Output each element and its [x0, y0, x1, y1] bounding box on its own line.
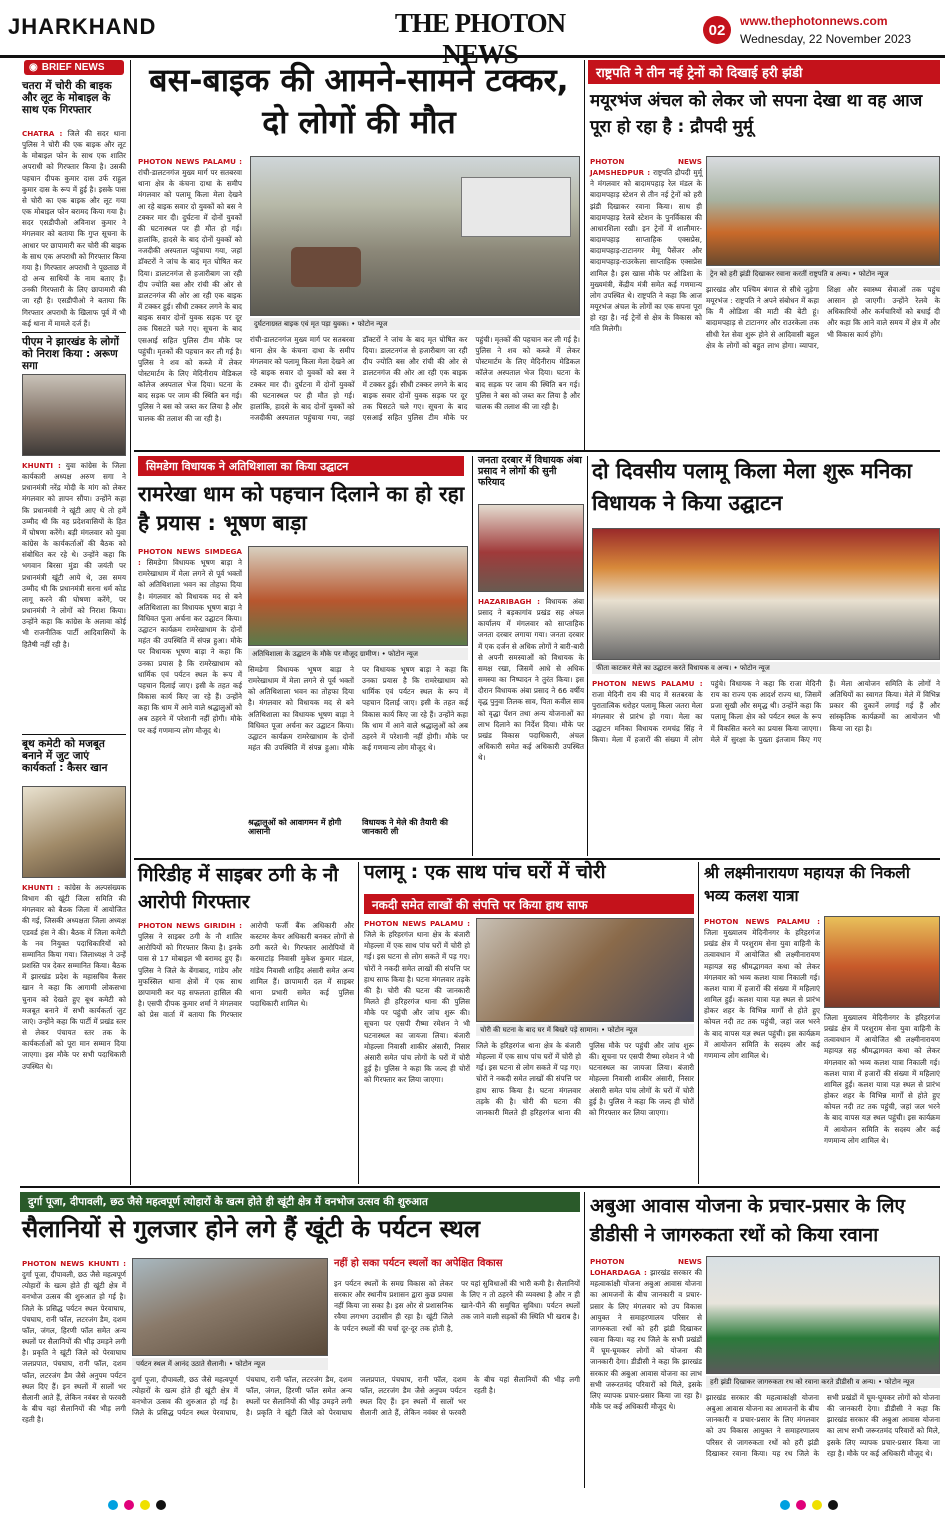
registration-mark — [780, 1500, 790, 1510]
s7-caption: चोरी की घटना के बाद घर में बिखरे पड़े सामान। • फोटोन न्यूज — [476, 1024, 694, 1036]
byline: HAZARIBAGH : — [478, 597, 540, 606]
brief-label-text: BRIEF NEWS — [41, 62, 105, 73]
s10-body-cols — [706, 1392, 940, 1486]
body-text: विधायक अंबा प्रसाद ने बड़कागांव प्रखंड सह अंचल कार्यालय में मंगलवार को साप्ताहिक जनता दरबार लगाया गया। जनता दरबार में एक दर्जन से अधिक लोगों ने बारी-बारी से अपनी समस्याओं को विधायक के समक्ष रखा, जिसमें आधे से अधिक समस्या का निष्पादन ने तुरंत किया। इस दौरान विधायक अंबा प्रसाद ने 66 वर्षीय वृद्ध पुनुवा तिलक साव, पिता कवील साव को वृद्धा पेंशन तथा अन्य योजनाओं का लाभ दिलाने का निर्देश दिया। मौके पर प्रखंड विकास पदाधिकारी, अंचल अधिकारी समेत कई अधिकारी उपस्थित थे। — [478, 597, 584, 763]
byline: KHUNTI : — [22, 461, 61, 470]
column-divider — [130, 60, 131, 1185]
s6-body-cols — [138, 920, 354, 1182]
byline: PHOTON NEWS PALAMU : — [592, 679, 703, 688]
s8-photo — [824, 916, 940, 1008]
s1-photo — [250, 156, 580, 316]
byline: KHUNTI : — [22, 883, 61, 892]
brief-body-3 — [22, 882, 126, 1182]
s9-photo — [132, 1258, 328, 1356]
s1-body-col1 — [138, 156, 242, 446]
s1-caption: दुर्घटनाग्रस्त बाइक एवं मृत पड़ा युवक। • फोटोन न्यूज — [250, 318, 580, 330]
s2-kicker: राष्ट्रपति ने तीन नई ट्रेनों को दिखाई हरी झंडी — [588, 60, 940, 84]
s8-body-col1 — [704, 916, 820, 1182]
registration-mark — [140, 1500, 150, 1510]
masthead: THE PHOTON NEWS — [394, 8, 566, 69]
s10-caption: हरी झंडी दिखाकर जागरुकता रथ को रवाना करते डीडीसी व अन्य। • फोटोन न्यूज — [706, 1376, 940, 1388]
s3-body-cols — [248, 664, 468, 814]
s5-body-cols — [592, 678, 940, 856]
body-text: जिला मुख्यालय मेदिनीनगर के हरिहरगंज प्रखंड क्षेत्र में परशुराम सेना युवा वाहिनी के तत्वावधान में आयोजित श्री लक्ष्मीनारायण महायज्ञ सह श्रीमद्भागवत कथा को लेकर मंगलवार को भव्य कलश यात्रा निकाली गई। कलश यात्रा में हजारों की संख्या में महिलाएं शामिल हुईं। कलश यात्रा यज्ञ स्थल से प्रारंभ होकर शहर के विभिन्न मार्गों से होते हुए कोयल नदी तट तक पहुंची, जहां जल भरने के बाद वापस यज्ञ स्थल पहुंची। इस कार्यक्रम में आयोजन समिति के सदस्य और कई गणमान्य लोग शामिल थे। — [824, 1013, 940, 1145]
byline: PHOTON NEWS LOHARDAGA : — [590, 1257, 702, 1278]
body-text: राष्ट्रपति द्रौपदी मुर्मू ने मंगलवार को बादामपहाड़ रेल मंडल के बादामपहाड़ स्टेशन से तीन नई ट्रेनों को हरी झंडी दिखाकर रवाना किया। साथ ही बादामपहाड़ रेलवे स्टेशन के पुनर्विकास की आधारशिला रखी। इन ट्रेनों में शालीमार-बादामपहाड़ साप्ताहिक एक्सप्रेस, बादामपहाड़-टाटानगर मेमू पैसेंजर और बादामपहाड़-राउरकेला साप्ताहिक एक्सप्रेस शामिल है। इस खास मौके पर ओडिशा के मुख्यमंत्री, केंद्रीय मंत्री समेत कई गणमान्य लोग उपस्थित थे। राष्ट्रपति ने कहा कि आज मयूरभंज अंचल के लोगों का एक सपना पूरा हो रहा है। नई ट्रेनों से क्षेत्र के विकास को गति मिलेगी। — [590, 168, 702, 334]
s9-subhead: नहीं हो सका पर्यटन स्थलों का अपेक्षित विकास — [334, 1258, 503, 1269]
s8-headline: श्री लक्ष्मीनारायण महायज्ञ की निकली भव्य कलश यात्रा — [704, 864, 910, 906]
body-text: झारखंड और पश्चिम बंगाल से सीधे जुड़ेगा मयूरभंज : राष्ट्रपति ने अपने संबोधन में कहा कि मैं ओडिशा की माटी की बेटी हूं। बादामपहाड़ से टाटानगर और राउरकेला तक सीधी रेल सेवा शुरू होने से आदिवासी बहुल क्षेत्र के लोगों को बहुत लाभ होगा। व्यापार, शिक्षा और स्वास्थ्य सेवाओं तक पहुंच आसान हो जाएगी। उन्होंने रेलवे के अधिकारियों और कर्मचारियों को बधाई दी और कहा कि आने वाले समय में क्षेत्र में और भी विकास कार्य होंगे। — [706, 285, 940, 350]
registration-mark — [156, 1500, 166, 1510]
website-link[interactable]: www.thephotonnews.com — [740, 14, 888, 28]
s9-caption: पर्यटन स्थल में आनंद उठाते सैलानी। • फोटोन न्यूज — [132, 1358, 328, 1370]
page-number-badge: 02 — [703, 16, 731, 44]
s10-body-col1 — [590, 1256, 702, 1486]
body-text: रांची-डालटनगंज मुख्य मार्ग पर सतबरवा थाना क्षेत्र के कंचना दाथा के समीप मंगलवार को पलामू किला मेला देखने आ रहे बाइक सवार दो युवकों को बस ने टक्कर मार दी। दुर्घटना में दोनों युवकों की घटनास्थल पर ही मौत हो गई। हालांकि, हादसे के बाद दोनों युवकों को नजदीकी अस्पताल पहुंचाया गया, जहां डॉक्टरों ने जांच के बाद मृत घोषित कर दिया। डालटनगंज से हजारीबाग जा रही दीप ज्योति बस और रांची की ओर से डालटनगंज की ओर आ रही एक बाइक में टक्कर हुई। सीधी टक्कर लगने के बाद बाइक सवार दोनों युवक सड़क पर दूर तक घिसटते चले गए। सूचना के बाद एसआई सहित पुलिस टीम मौके पर पहुंची। मृतकों की पहचान कर ली गई है। पुलिस ने शव को कब्जे में लेकर पोस्टमार्टम के लिए मेदिनीराय मेडिकल कॉलेज अस्पताल भेज दिया। घटना के बाद सड़क पर जाम की स्थिति बन गई। पुलिस ने बस को जब्त कर लिया है और चालक की तलाश की जा रही है। — [138, 168, 242, 423]
s3-subhead-1: श्रद्धालुओं को आवागमन में होगी आसानी — [248, 818, 342, 837]
brief-body-2 — [22, 460, 126, 730]
s6-headline: गिरिडीह में साइबर ठगी के नौ आरोपी गिरफ्तार — [138, 864, 339, 913]
s9-body-col1 — [22, 1258, 126, 1486]
s5-photo — [592, 528, 940, 660]
issue-date: Wednesday, 22 November 2023 — [740, 32, 911, 46]
column-divider — [472, 456, 473, 856]
s10-photo — [706, 1256, 940, 1374]
s4-body — [478, 596, 584, 856]
s2-headline: मयूरभंज अंचल को लेकर जो सपना देखा था वह आज पूरा हो रहा है : द्रौपदी मुर्मू — [590, 91, 923, 138]
bus-shape — [461, 177, 571, 237]
s1-body-cols — [250, 334, 580, 446]
row-divider — [20, 1186, 940, 1188]
body-text: राजा मेदिनी राय की याद में सतबरवा के पुरातात्विक धरोहर पलामू किला जतरा मेला मंगलवार से प्रारंभ हो गया। मेला का उद्घाटन मनिका विधायक रामचंद्र सिंह ने किया। मेला में हजारों की संख्या में लोग पहुंचे। विधायक ने कहा कि राजा मेदिनी राय का राज्य एक आदर्श राज्य था, जिसमें प्रजा सुखी और समृद्ध थी। उन्होंने कहा कि पलामू किला क्षेत्र को पर्यटन स्थल के रूप में विकसित करने का प्रयास किया जाएगा। मेले में सुरक्षा के पुख्ता इंतजाम किए गए हैं। मेला आयोजन समिति के लोगों ने अतिथियों का स्वागत किया। मेले में विभिन्न प्रकार की दुकानें लगाई गई हैं और सांस्कृतिक कार्यक्रमों का आयोजन भी किया जा रहा है। — [592, 679, 940, 744]
brief-headline-3: बूथ कमेटी को मजबूत बनाने में जुट जाएं कार्यकर्ता : कैसर खान — [22, 738, 108, 775]
s9-headline: सैलानियों से गुलजार होने लगे हैं खूंटी के पर्यटन स्थल — [22, 1215, 481, 1243]
byline: CHATRA : — [22, 129, 63, 138]
registration-mark — [812, 1500, 822, 1510]
s7-subhead: नकदी समेत लाखों की संपत्ति पर किया हाथ साफ — [364, 894, 694, 914]
divider — [22, 734, 126, 735]
s5-caption: फीता काटकर मेले का उद्घाटन करते विधायक व अन्य। • फोटोन न्यूज — [592, 662, 940, 674]
divider — [22, 332, 126, 333]
column-divider — [698, 862, 699, 1184]
body-text: झारखंड सरकार की महत्वाकांक्षी योजना अबुआ आवास योजना का आमजनों के बीच जानकारी व प्रचार-प्रसार के लिए मंगलवार को उप विकास आयुक्त ने समाहरणालय परिसर से जागरुकता रथों को हरी झंडी दिखाकर रवाना किया। यह रथ जिले के सभी प्रखंडों में घूम-घूमकर लोगों को योजना की जानकारी देगा। डीडीसी ने कहा कि झारखंड सरकार की अबुआ आवास योजना का लाभ सभी जरूरतमंद परिवारों को मिले, इसके लिए व्यापक प्रचार-प्रसार किया जा रहा है। मौके पर कई अधिकारी मौजूद थे। — [706, 1393, 940, 1458]
section-state: JHARKHAND — [8, 14, 157, 39]
body-text: कांग्रेस के अल्पसंख्यक विभाग की खूंटी जिला समिति की मंगलवार को बैठक जिला में आयोजित की गई, जिसकी अध्यक्षता जिला अध्यक्ष एडवर्ड हंस ने की। बैठक में जिला कमेटी के नव नियुक्त पदाधिकारियों को सम्मानित किया गया। जिलाध्यक्ष ने उन्हें प्रशस्ति पत्र देकर सम्मानित किया। बैठक में झारखंड प्रदेश के महासचिव कैसर खान ने कहा कि आगामी लोकसभा चुनाव को देखते हुए बूथ कमेटी को मजबूत बनाने में सभी कार्यकर्ता जुट जाएं। उन्होंने कहा कि पार्टी में प्रखंड स्तर से लेकर पंचायत स्तर तक के कार्यकर्ताओं को पूरा मान सम्मान दिया जाएगा। इस मौके पर सभी पदाधिकारी उपस्थित थे। — [22, 883, 127, 1071]
s2-body-col1 — [590, 156, 702, 446]
brief-body-1 — [22, 128, 126, 328]
body-text: दुर्गा पूजा, दीपावली, छठ जैसे महत्वपूर्ण त्योहारों के खत्म होते ही खूंटी क्षेत्र में वनभोज उत्सव की शुरुआत हो गई है। जिले के प्रसिद्ध पर्यटन स्थल पेरवाघाघ, पंचघाघ, रानी फॉल, लटरजंग डैम, दशम फॉल, जंगल, हिरणी फॉल समेत अन्य स्थलों पर सैलानियों की भीड़ उमड़ने लगी है। प्रकृति ने खूंटी जिले को पेरवाघाघ जलप्रपात, पंचघाघ, रानी फॉल, दशम फॉल, लटरजंग डैम जैसे अनुपम पर्यटन स्थल दिए हैं। इन स्थलों में सालों भर सैलानी आते हैं, लेकिन नवंबर से फरवरी के बीच यहां सैलानियों की भीड़ लगी रहती है। — [22, 1270, 126, 1425]
column-divider — [587, 456, 588, 856]
body-text: पुलिस ने साइबर ठगी के नौ शातिर आरोपियों को गिरफ्तार किया है। इनके पास से 17 मोबाइल भी बरामद हुए हैं। पुलिस ने जिले के बेंगाबाद, गांडेय और मुफस्सिल थाना क्षेत्रों में एक साथ छापामारी कर यह सफलता हासिल की है। एसपी दीपक कुमार शर्मा ने मंगलवार को प्रेस वार्ता में बताया कि गिरफ्तार आरोपी फर्जी बैंक अधिकारी और कस्टमर केयर अधिकारी बनकर लोगों से ठगी करते थे। गिरफ्तार आरोपियों में करमाटांड़ निवासी मुकेश कुमार मंडल, गांडेय निवासी शाहिद अंसारी समेत अन्य शामिल हैं। छापामारी दल में साइबर थाना प्रभारी समेत कई पुलिस पदाधिकारी शामिल थे। — [138, 921, 354, 1020]
byline: PHOTON NEWS JAMSHEDPUR : — [590, 157, 702, 178]
brief-headline-2: पीएम ने झारखंड के लोगों को निराश किया : अरूण सगा — [22, 336, 119, 373]
byline: PHOTON NEWS PALAMU : — [704, 917, 820, 926]
byline: PHOTON NEWS KHUNTI : — [22, 1259, 126, 1268]
s2-photo — [706, 156, 940, 266]
s2-body-col2 — [706, 284, 940, 446]
body-text: रांची-डालटनगंज मुख्य मार्ग पर सतबरवा थाना क्षेत्र के कंचना दाथा के समीप मंगलवार को पलामू किला मेला देखने आ रहे बाइक सवार दो युवकों को बस ने टक्कर मार दी। दुर्घटना में दोनों युवकों की घटनास्थल पर ही मौत हो गई। हालांकि, हादसे के बाद दोनों युवकों को नजदीकी अस्पताल पहुंचाया गया, जहां डॉक्टरों ने जांच के बाद मृत घोषित कर दिया। डालटनगंज से हजारीबाग जा रही दीप ज्योति बस और रांची की ओर से डालटनगंज की ओर आ रही एक बाइक में टक्कर हुई। सीधी टक्कर लगने के बाद बाइक सवार दोनों युवक सड़क पर दूर तक घिसटते चले गए। सूचना के बाद एसआई सहित पुलिस टीम मौके पर पहुंची। मृतकों की पहचान कर ली गई है। पुलिस ने शव को कब्जे में लेकर पोस्टमार्टम के लिए मेदिनीराय मेडिकल कॉलेज अस्पताल भेज दिया। घटना के बाद सड़क पर जाम की स्थिति बन गई। पुलिस ने बस को जब्त कर लिया है और चालक की तलाश की जा रही है। — [250, 335, 580, 423]
s1-headline: बस-बाइक की आमने-सामने टक्कर, दो लोगों की मौत — [149, 61, 569, 141]
byline: PHOTON NEWS PALAMU : — [364, 919, 470, 928]
body-text: जिला मुख्यालय मेदिनीनगर के हरिहरगंज प्रखंड क्षेत्र में परशुराम सेना युवा वाहिनी के तत्वावधान में आयोजित श्री लक्ष्मीनारायण महायज्ञ सह श्रीमद्भागवत कथा को लेकर मंगलवार को भव्य कलश यात्रा निकाली गई। कलश यात्रा में हजारों की संख्या में महिलाएं शामिल हुईं। कलश यात्रा यज्ञ स्थल से प्रारंभ होकर शहर के विभिन्न मार्गों से होते हुए कोयल नदी तट तक पहुंची, जहां जल भरने के बाद वापस यज्ञ स्थल पहुंची। इस कार्यक्रम में आयोजन समिति के सदस्य और कई गणमान्य लोग शामिल थे। — [704, 928, 820, 1060]
registration-mark — [828, 1500, 838, 1510]
brief-photo-1 — [22, 374, 126, 456]
s4-photo — [478, 504, 584, 592]
byline: PHOTON NEWS PALAMU : — [138, 157, 242, 166]
crowd-shape — [291, 247, 361, 287]
s5-headline: दो दिवसीय पलामू किला मेला शुरू मनिका विधायक ने किया उद्घाटन — [592, 459, 912, 515]
row-divider — [134, 858, 940, 860]
s3-headline: रामरेखा धाम को पहचान दिलाने का हो रहा है प्रयास : भूषण बाड़ा — [138, 482, 465, 536]
s3-body-col1 — [138, 546, 242, 856]
s8-body-col2 — [824, 1012, 940, 1182]
body-text: इन पर्यटन स्थलों के समग्र विकास को लेकर सरकार और स्थानीय प्रशासन द्वारा कुछ प्रयास नहीं किया जा सका है। इस ओर से प्रशासनिक रवैया लगभग उदासीन ही रहा है। खूंटी जिले के पर्यटन स्थलों की चर्चा दूर-दूर तक होती है, पर यहां सुविधाओं की भारी कमी है। सैलानियों के लिए न तो ठहरने की व्यवस्था है और न ही खाने-पीने की समुचित सुविधा। पर्यटन स्थलों तक जाने वाली सड़कों की स्थिति भी खराब है। — [334, 1279, 580, 1333]
body-text: युवा कांग्रेस के जिला कार्यकारी अध्यक्ष अरुण सगा ने प्रधानमंत्री नरेंद्र मोदी के मांग को लेकर मंगलवार को ज्ञापन सौंपा। उन्होंने कहा कि प्रधानमंत्री ने खूंटी आए थे तो हमें उम्मीद थी कि वह प्रदेशवासियों के हित में घोषणा करेंगे। बड़ी मंगलवार को युवा कांग्रेस के कार्यकर्ताओं की बैठक को संबोधित कर रहे थे। उन्होंने कहा कि भगवान बिरसा मुंडा की जयंती पर प्रधानमंत्री खूंटी आये थे, उस समय उम्मीद थी कि प्रधानमंत्री सरना धर्म कोड लागू करने की घोषणा करेंगे, पर प्रधानमंत्री ने लोगों को निराश किया। उन्होंने कहा कि कांग्रेस के अलावा कोई भी राजनीतिक पार्टी आदिवासियों के हितैषी नहीं रही है। — [22, 461, 127, 649]
registration-mark — [124, 1500, 134, 1510]
row-divider — [134, 450, 940, 452]
brief-headline-1: चतरा में चोरी की बाइक और लूट के मोबाइल के साथ एक गिरफ्तार — [22, 80, 112, 117]
body-text: दुर्गा पूजा, दीपावली, छठ जैसे महत्वपूर्ण त्योहारों के खत्म होते ही खूंटी क्षेत्र में वनभोज उत्सव की शुरुआत हो गई है। जिले के प्रसिद्ध पर्यटन स्थल पेरवाघाघ, पंचघाघ, रानी फॉल, लटरजंग डैम, दशम फॉल, जंगल, हिरणी फॉल समेत अन्य स्थलों पर सैलानियों की भीड़ उमड़ने लगी है। प्रकृति ने खूंटी जिले को पेरवाघाघ जलप्रपात, पंचघाघ, रानी फॉल, दशम फॉल, लटरजंग डैम जैसे अनुपम पर्यटन स्थल दिए हैं। इन स्थलों में सालों भर सैलानी आते हैं, लेकिन नवंबर से फरवरी के बीच यहां सैलानियों की भीड़ लगी रहती है। — [132, 1375, 580, 1418]
body-text: झारखंड सरकार की महत्वाकांक्षी योजना अबुआ आवास योजना का आमजनों के बीच जानकारी व प्रचार-प्रसार के लिए मंगलवार को उप विकास आयुक्त ने समाहरणालय परिसर से जागरुकता रथों को हरी झंडी दिखाकर रवाना किया। यह रथ जिले के सभी प्रखंडों में घूम-घूमकर लोगों को योजना की जानकारी देगा। डीडीसी ने कहा कि झारखंड सरकार की अबुआ आवास योजना का लाभ सभी जरूरतमंद परिवारों को मिले, इसके लिए व्यापक प्रचार-प्रसार किया जा रहा है। मौके पर कई अधिकारी मौजूद थे। — [590, 1268, 702, 1412]
s9-body-cols — [132, 1374, 580, 1486]
brief-photo-2 — [22, 786, 126, 878]
bullet-icon: ◉ — [29, 62, 38, 73]
s2-caption: ट्रेन को हरी झंडी दिखाकर रवाना करतीं राष्ट्रपति व अन्य। • फोटोन न्यूज — [706, 268, 940, 280]
byline: PHOTON NEWS SIMDEGA : — [138, 547, 242, 568]
column-divider — [358, 862, 359, 1184]
body-text: सिमडेगा विधायक भूषण बाड़ा ने रामरेखाधाम में मेला लगने से पूर्व भक्तों को अतिथिशाला भवन का तोहफा दिया है। मंगलवार को विधायक मद से बने अतिथिशाला का विधायक भूषण बाड़ा ने विधिवत पूजा अर्चना कर उद्घाटन किया। उद्घाटन कार्यक्रम रामरेखाधाम के दोनों महंत की उपस्थिति में संपन्न हुआ। मौके पर विधायक भूषण बाड़ा ने कहा कि उनका प्रयास है कि रामरेखाधाम को धार्मिक एवं पर्यटन स्थल के रूप में पहचान दिलाई जाए। इसी के तहत कई विकास कार्य किए जा रहे हैं। उन्होंने कहा कि धाम में आने वाले श्रद्धालुओं को अब ठहरने में परेशानी नहीं होगी। मौके पर कई गणमान्य लोग मौजूद थे। — [248, 665, 468, 753]
column-divider — [584, 1192, 585, 1488]
s3-subhead-2: विधायक ने मेले की तैयारी की जानकारी ली — [362, 818, 448, 837]
column-divider — [584, 60, 585, 450]
body-text: जिले के हरिहरगंज थाना क्षेत्र के बंजारी मोहल्ला में एक साथ पांच घरों में चोरी हो गई। इस घटना से लोग सकते में पड़ गए। चोरों ने नकदी समेत लाखों की संपत्ति पर हाथ साफ किया है। घटना मंगलवार तड़के की है। चोरी की घटना की जानकारी मिलते ही हरिहरगंज थाना की पुलिस मौके पर पहुंची और जांच शुरू की। सूचना पर एसपी रीष्मा रमेशन ने भी घटनास्थल का जायजा लिया। बंजारी मोहल्ला निवासी शाकीर अंसारी, निसार अंसारी समेत पांच लोगों के घरों में चोरी हुई है। पुलिस ने कहा कि जल्द ही चोरों को गिरफ्तार कर लिया जाएगा। — [476, 1041, 694, 1117]
s7-photo — [476, 918, 694, 1022]
body-text: सिमडेगा विधायक भूषण बाड़ा ने रामरेखाधाम में मेला लगने से पूर्व भक्तों को अतिथिशाला भवन का तोहफा दिया है। मंगलवार को विधायक मद से बने अतिथिशाला का विधायक भूषण बाड़ा ने विधिवत पूजा अर्चना कर उद्घाटन किया। उद्घाटन कार्यक्रम रामरेखाधाम के दोनों महंत की उपस्थिति में संपन्न हुआ। मौके पर विधायक भूषण बाड़ा ने कहा कि उनका प्रयास है कि रामरेखाधाम को धार्मिक एवं पर्यटन स्थल के रूप में पहचान दिलाई जाए। इसी के तहत कई विकास कार्य किए जा रहे हैं। उन्होंने कहा कि धाम में आने वाले श्रद्धालुओं को अब ठहरने में परेशानी नहीं होगी। मौके पर कई गणमान्य लोग मौजूद थे। — [138, 558, 242, 735]
s3-kicker: सिमडेगा विधायक ने अतिथिशाला का किया उद्घाटन — [138, 456, 464, 476]
s7-body-col1 — [364, 918, 470, 1182]
s3-photo — [248, 546, 468, 646]
s4-headline: जनता दरबार में विधायक अंबा प्रसाद ने लोगों की सुनी फरियाद — [478, 455, 582, 488]
s10-headline: अबुआ आवास योजना के प्रचार-प्रसार के लिए डीडीसी ने जागरुकता रथों को किया रवाना — [590, 1195, 906, 1246]
brief-news-label — [24, 60, 124, 75]
registration-mark — [108, 1500, 118, 1510]
s9-kicker: दुर्गा पूजा, दीपावली, छठ जैसे महत्वपूर्ण त्योहारों के खत्म होते ही खूंटी क्षेत्र में वनभोज उत्सव की शुरुआत — [20, 1192, 580, 1212]
s7-headline: पलामू : एक साथ पांच घरों में चोरी — [364, 861, 606, 883]
s9-body-sub — [334, 1278, 580, 1370]
s3-caption: अतिथिशाला के उद्घाटन के मौके पर मौजूद ग्रामीण। • फोटोन न्यूज — [248, 648, 468, 660]
brief-column — [20, 58, 128, 1188]
registration-mark — [796, 1500, 806, 1510]
body-text: जिले के हरिहरगंज थाना क्षेत्र के बंजारी मोहल्ला में एक साथ पांच घरों में चोरी हो गई। इस घटना से लोग सकते में पड़ गए। चोरों ने नकदी समेत लाखों की संपत्ति पर हाथ साफ किया है। घटना मंगलवार तड़के की है। चोरी की घटना की जानकारी मिलते ही हरिहरगंज थाना की पुलिस मौके पर पहुंची और जांच शुरू की। सूचना पर एसपी रीष्मा रमेशन ने भी घटनास्थल का जायजा लिया। बंजारी मोहल्ला निवासी शाकीर अंसारी, निसार अंसारी समेत पांच लोगों के घरों में चोरी हुई है। पुलिस ने कहा कि जल्द ही चोरों को गिरफ्तार कर लिया जाएगा। — [364, 930, 470, 1085]
byline: PHOTON NEWS GIRIDIH : — [138, 921, 242, 930]
body-text: जिले की सदर थाना पुलिस ने चोरी की एक बाइक और लूट के मोबाइल फोन के साथ एक शातिर अपराधी को गिरफ्तार किया है। उसकी पहचान दीपक कुमार दास उर्फ राहुल कुमार दास के रूप में हुई है। इसके पास से चोरी का एक बाइक और लूट गया एक मोबाइल फोन बरामद किया गया है। सदर एसडीपीओ अविनाश कुमार ने मंगलवार को बताया कि गुप्त सूचना के आधार पर छापामारी कर चोरी की बाइक के साथ एक अपराधी को गिरफ्तार किया गया है। गिरफ्तार अपराधी ने पूछताछ में दो अन्य साथियों के नाम बताए हैं। उनकी गिरफ्तारी के लिए छापामारी की जा रही है। एसडीपीओ ने बताया कि गिरफ्तार अपराधी के खिलाफ पूर्व में भी कई थाना में मामले दर्ज हैं। — [22, 129, 126, 328]
s7-body-cols — [476, 1040, 694, 1182]
